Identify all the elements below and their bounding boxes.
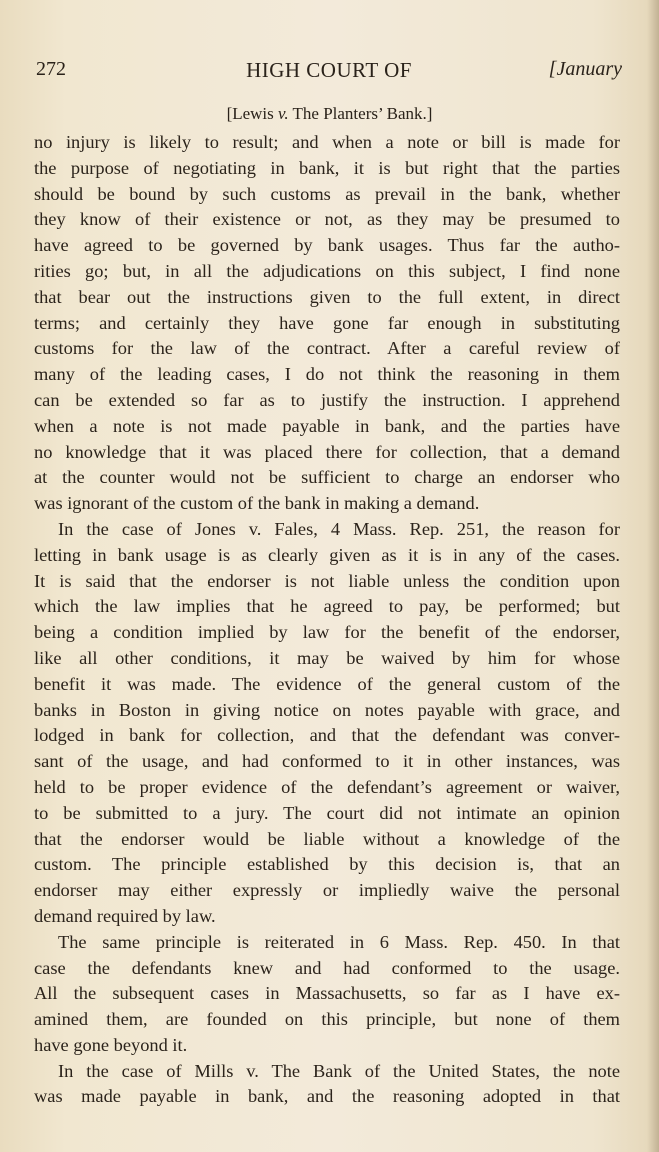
text-line: to be submitted to a jury. The court did not intimate an opinion: [34, 802, 620, 823]
text-line: letting in bank usage is as clearly given as it is in any of the cases.: [34, 544, 620, 565]
text-line: rities go; but, in all the adjudications on this subject, I find none: [34, 260, 620, 281]
text-line: they know of their existence or not, as they may be presumed to: [34, 209, 620, 230]
text-line: being a condition implied by law for the benefit of the endorser,: [34, 622, 620, 643]
text-line: endorser may either expressly or impliedly waive the personal: [34, 880, 620, 901]
text-line: benefit it was made. The evidence of the general custom of the: [34, 673, 620, 694]
text-line: was made payable in bank, and the reasoning adopted in that: [34, 1086, 620, 1107]
paragraph-start-line: The same principle is reiterated in 6 Mass. Rep. 450. In that: [58, 931, 620, 952]
text-line: customs for the law of the contract. After a careful review of: [34, 338, 620, 359]
text-line: It is said that the endorser is not liable unless the condition upon: [34, 570, 620, 591]
text-line: can be extended so far as to justify the instruction. I apprehend: [34, 389, 620, 410]
case-caption-defendant: The Planters’ Bank.]: [288, 104, 433, 123]
paragraph-start-line: In the case of Mills v. The Bank of the United States, the note: [58, 1060, 620, 1081]
text-line: banks in Boston in giving notice on notes payable with grace, and: [34, 699, 620, 720]
text-line: amined them, are founded on this principle, but none of them: [34, 1009, 620, 1030]
text-line: which the law implies that he agreed to pay, be performed; but: [34, 596, 620, 617]
text-line: case the defendants knew and had conformed to the usage.: [34, 957, 620, 978]
running-date: [January: [548, 58, 622, 80]
page-number: 272: [36, 58, 66, 80]
text-line: that the endorser would be liable without a knowledge of the: [34, 828, 620, 849]
text-line: have agreed to be governed by bank usages. Thus far the autho-: [34, 235, 620, 256]
text-line: at the counter would not be sufficient to charge an endorser who: [34, 467, 620, 488]
text-line: should be bound by such customs as prevail in the bank, whether: [34, 183, 620, 204]
text-line: like all other conditions, it may be waived by him for whose: [34, 647, 620, 668]
running-title: HIGH COURT OF: [246, 58, 412, 82]
paragraph-start-line: In the case of Jones v. Fales, 4 Mass. Rep. 251, the reason for: [58, 518, 620, 539]
text-line: no injury is likely to result; and when a note or bill is made for: [34, 132, 620, 152]
case-caption: [0, 104, 659, 124]
text-line: was ignorant of the custom of the bank in making a demand.: [34, 493, 480, 514]
running-header: [36, 58, 622, 88]
body-text: [34, 130, 620, 1110]
case-caption-plaintiff: [Lewis: [226, 104, 279, 123]
text-line: All the subsequent cases in Massachusetts, so far as I have ex-: [34, 983, 620, 1004]
text-line: the purpose of negotiating in bank, it is but right that the parties: [34, 157, 620, 178]
text-line: that bear out the instructions given to the full extent, in direct: [34, 286, 620, 307]
text-line: held to be proper evidence of the defendant’s agreement or waiver,: [34, 776, 620, 797]
text-line: when a note is not made payable in bank, and the parties have: [34, 415, 620, 436]
text-line: no knowledge that it was placed there for collection, that a demand: [34, 441, 620, 462]
text-line: terms; and certainly they have gone far enough in substituting: [34, 312, 620, 333]
text-line: lodged in bank for collection, and that the defendant was conver-: [34, 725, 620, 746]
case-caption-versus: v.: [278, 104, 289, 123]
text-line: demand required by law.: [34, 905, 216, 926]
text-line: custom. The principle established by this decision is, that an: [34, 854, 620, 875]
text-line: sant of the usage, and had conformed to it in other instances, was: [34, 751, 620, 772]
text-line: many of the leading cases, I do not think the reasoning in them: [34, 364, 620, 385]
page-gutter-shadow: [647, 0, 659, 1152]
text-line: have gone beyond it.: [34, 1034, 188, 1055]
